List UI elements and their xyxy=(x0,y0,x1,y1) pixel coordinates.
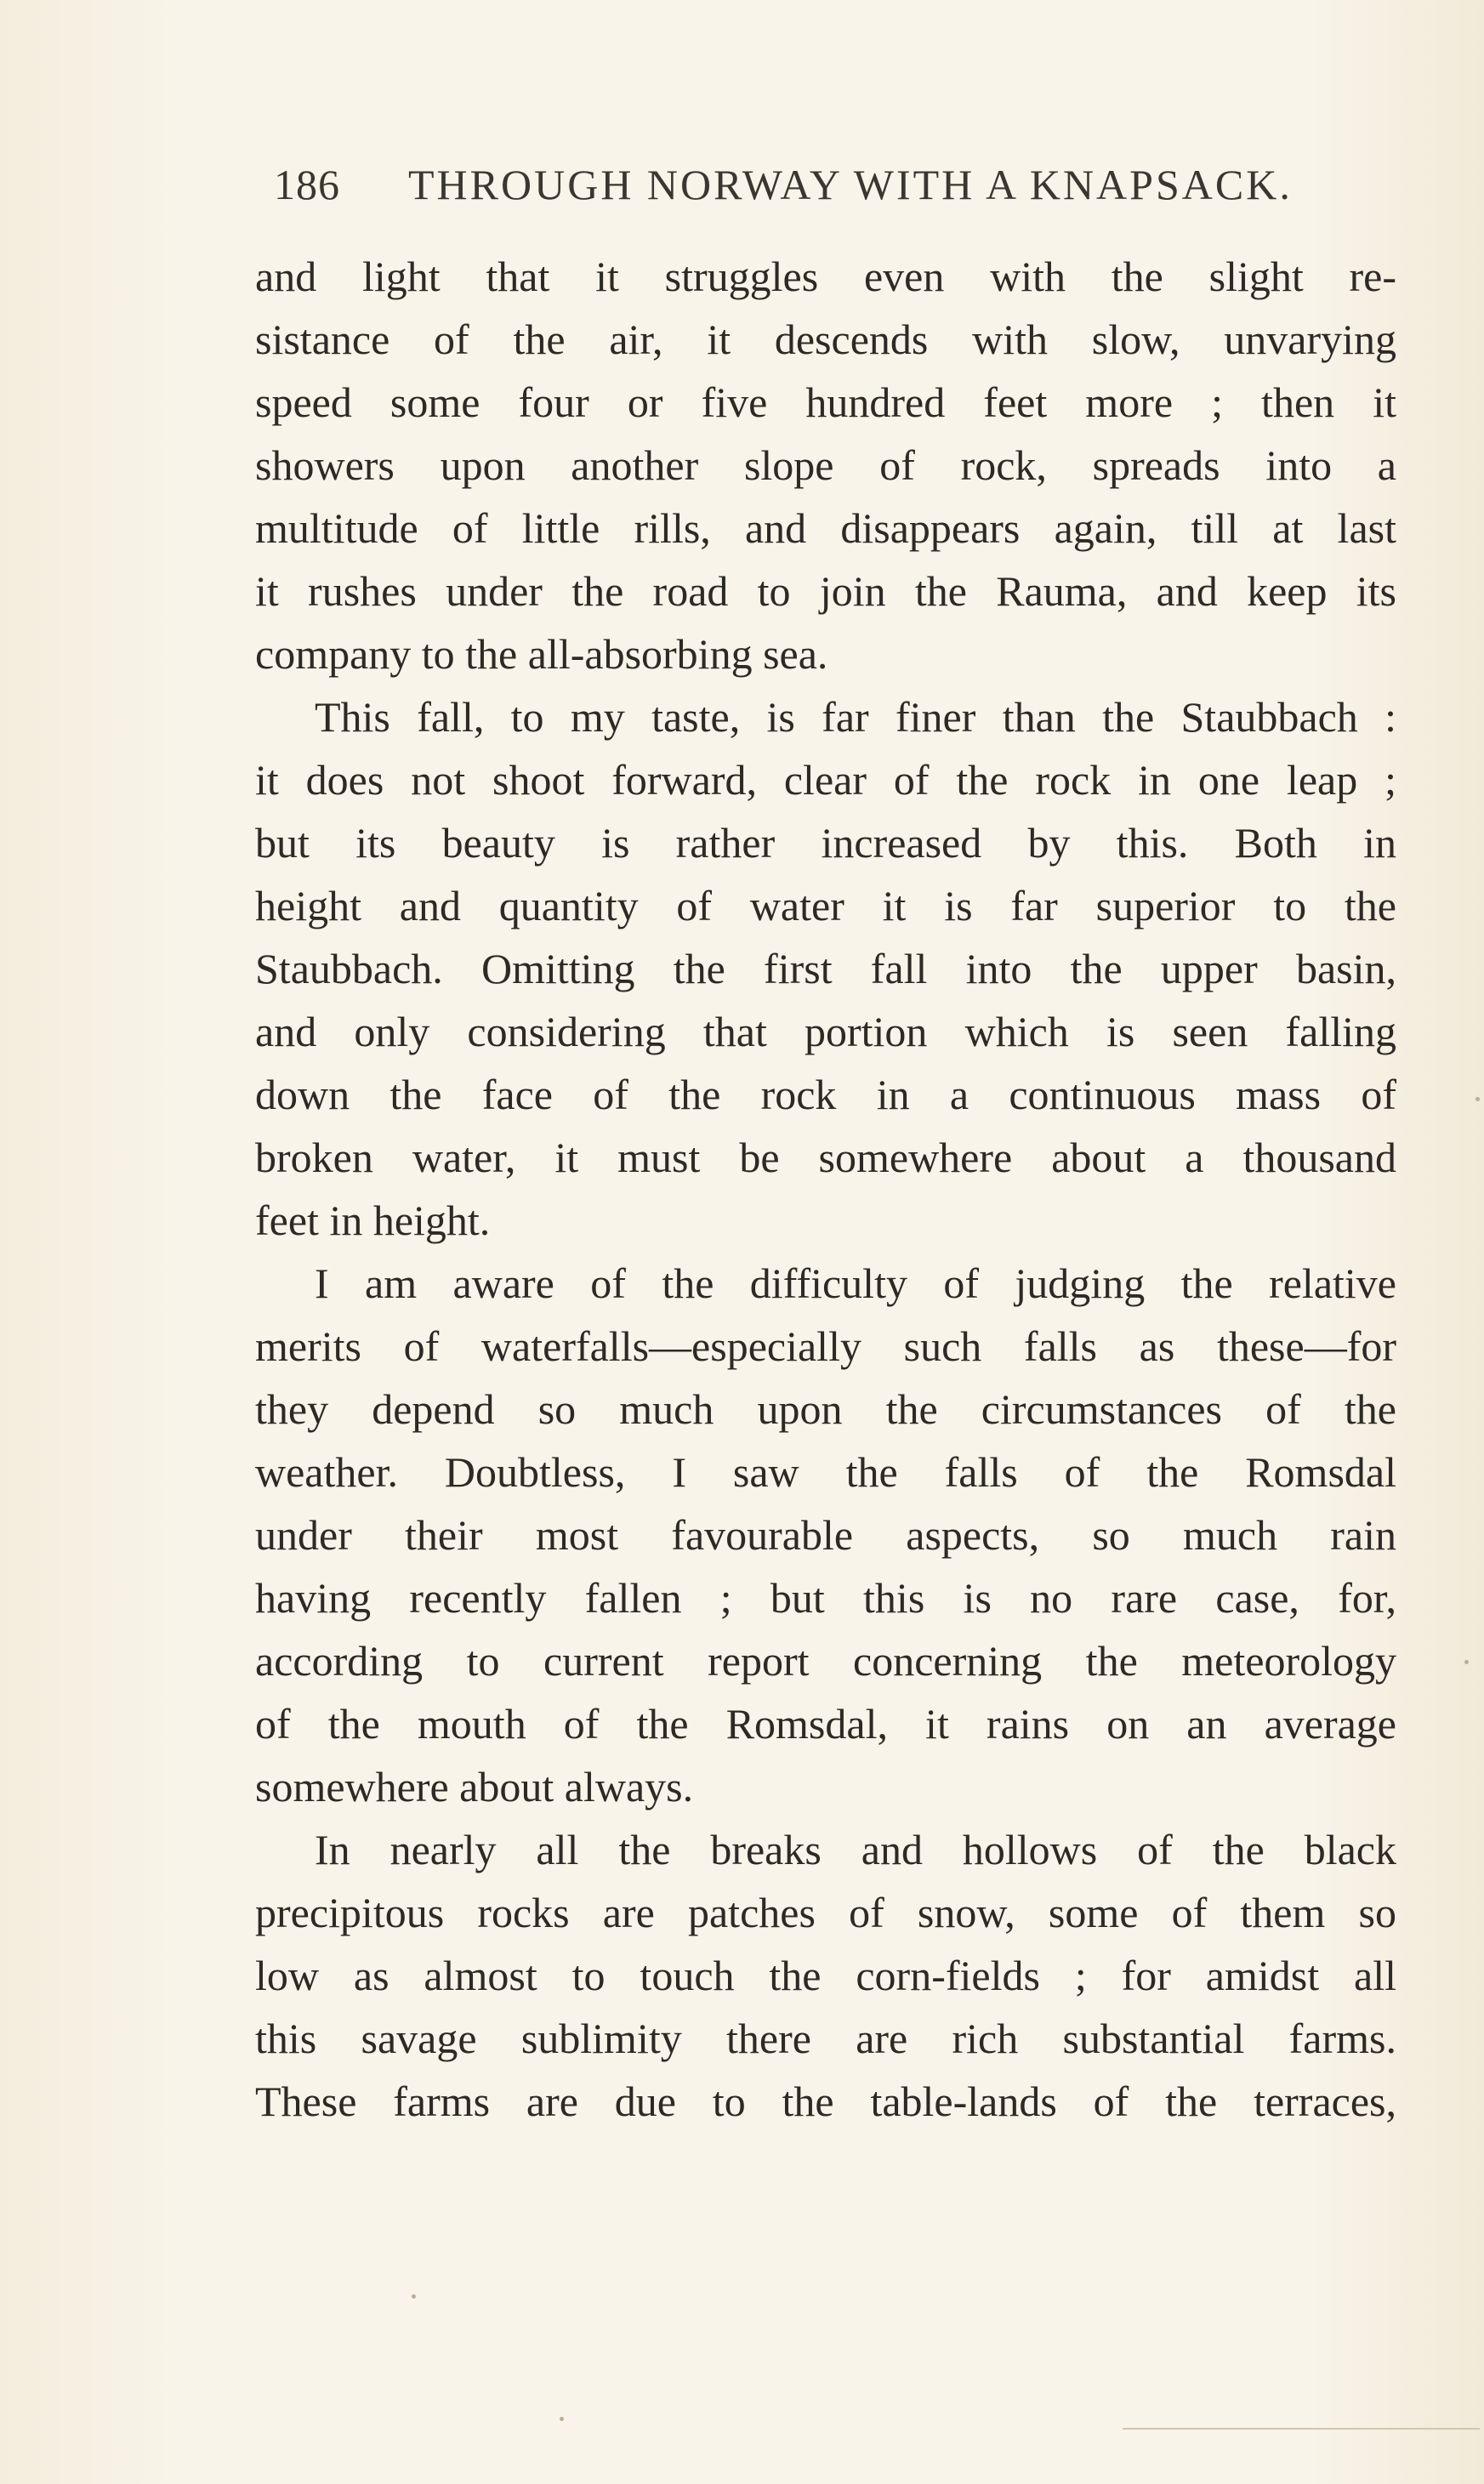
text-line: speed some four or five hundred feet more ; then it xyxy=(255,378,1396,426)
text-line: merits of waterfalls—especially such falls as these—for xyxy=(255,1322,1396,1370)
text-line: somewhere about always. xyxy=(255,1763,694,1810)
paper-speck xyxy=(1464,1660,1469,1664)
text-line: under their most favourable aspects, so much rain xyxy=(255,1511,1396,1559)
text-line: Staubbach. Omitting the first fall into the upper basin, xyxy=(255,945,1396,992)
text-line: down the face of the rock in a continuous mass of xyxy=(255,1071,1396,1118)
text-line: it does not shoot forward, clear of the rock in one leap ; xyxy=(255,756,1396,804)
text-line: weather. Doubtless, I saw the falls of the Romsdal xyxy=(255,1448,1396,1496)
paper-speck xyxy=(560,2417,564,2421)
text-line: but its beauty is rather increased by this. Both in xyxy=(255,819,1396,867)
text-line: and only considering that portion which is seen falling xyxy=(255,1008,1396,1055)
text-line: they depend so much upon the circumstances of the xyxy=(255,1385,1396,1433)
paper-speck xyxy=(412,2294,416,2299)
text-line: company to the all-absorbing sea. xyxy=(255,630,828,678)
page-number: 186 xyxy=(274,161,340,208)
text-line: multitude of little rills, and disappears again, till at last xyxy=(255,504,1396,552)
page-edge-rule xyxy=(1123,2428,1480,2430)
text-line: low as almost to touch the corn-fields ; for amidst all xyxy=(255,1952,1396,1999)
text-line: it rushes under the road to join the Rauma, and keep its xyxy=(255,567,1396,615)
text-line: of the mouth of the Romsdal, it rains on an average xyxy=(255,1700,1396,1748)
running-title: THROUGH NORWAY WITH A KNAPSACK. xyxy=(408,161,1293,208)
text-line: according to current report concerning the meteorology xyxy=(255,1637,1396,1685)
text-line: These farms are due to the table-lands of the terraces, xyxy=(255,2078,1396,2125)
paper-speck xyxy=(1475,1097,1480,1101)
page-header xyxy=(274,160,1320,219)
text-line: precipitous rocks are patches of snow, some of them so xyxy=(255,1889,1396,1936)
text-line: showers upon another slope of rock, spreads into a xyxy=(255,441,1396,489)
text-line: this savage sublimity there are rich substantial farms. xyxy=(255,2015,1396,2062)
text-line: and light that it struggles even with the slight re- xyxy=(255,253,1396,300)
text-line: I am aware of the difficulty of judging the relative xyxy=(315,1259,1396,1307)
text-line: This fall, to my taste, is far finer than the Staubbach : xyxy=(315,693,1396,741)
text-line: broken water, it must be somewhere about a thousand xyxy=(255,1134,1396,1181)
text-line: sistance of the air, it descends with slow, unvarying xyxy=(255,315,1396,363)
text-line: height and quantity of water it is far superior to the xyxy=(255,882,1396,929)
text-line: having recently fallen ; but this is no rare case, for, xyxy=(255,1574,1396,1622)
text-line: feet in height. xyxy=(255,1197,491,1244)
text-line: In nearly all the breaks and hollows of the black xyxy=(315,1826,1396,1873)
